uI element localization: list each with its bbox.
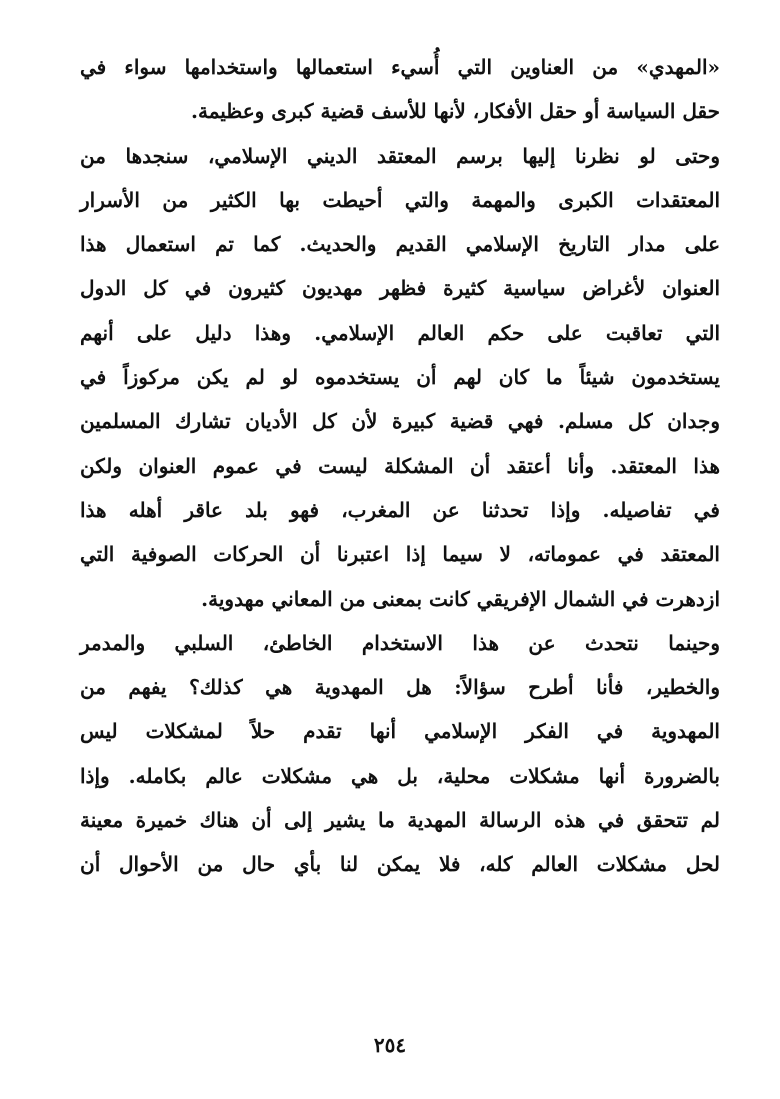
text-line: لم تتحقق في هذه الرسالة المهدية ما يشير إلى أن هناك خميرة معينة [80, 808, 720, 833]
text-line: في تفاصيله. وإذا تحدثنا عن المغرب، فهو بلد عاقر أهله هذا [80, 497, 720, 522]
text-line: المعتقد في عموماته، لا سيما إذا اعتبرنا أن الحركات الصوفية التي [80, 542, 720, 567]
text-line: ازدهرت في الشمال الإفريقي كانت بمعنى من المعاني مهدوية. [201, 586, 720, 611]
text-line: وحتى لو نظرنا إليها برسم المعتقد الديني الإسلامي، سنجدها من [80, 143, 720, 168]
text-line: المعتقدات الكبرى والمهمة والتي أحيطت بها الكثير من الأسرار [80, 187, 720, 212]
text-line: «المهدي» من العناوين التي أُسيء استعمالها واستخدامها سواء في [80, 55, 720, 79]
text-line: هذا المعتقد. وأنا أعتقد أن المشكلة ليست في عموم العنوان ولكن [80, 453, 720, 478]
page-number: ٢٥٤ [373, 1033, 407, 1057]
body-text [80, 45, 720, 887]
text-line: العنوان لأغراض سياسية كثيرة فظهر مهديون كثيرون في كل الدول [80, 276, 720, 301]
text-line: يستخدمون شيئاً ما كان لهم أن يستخدموه لو لم يكن مركوزاً في [80, 365, 720, 390]
text-line: والخطير، فأنا أطرح سؤالاً: هل المهدوية هي كذلك؟ يفهم من [80, 675, 720, 700]
text-line: حقل السياسة أو حقل الأفكار، لأنها للأسف قضية كبرى وعظيمة. [191, 99, 720, 124]
text-line: المهدوية في الفكر الإسلامي أنها تقدم حلاً لمشكلات ليس [80, 719, 720, 744]
text-line: على مدار التاريخ الإسلامي القديم والحديث. كما تم استعمال هذا [80, 232, 720, 257]
text-line: وجدان كل مسلم. فهي قضية كبيرة لأن كل الأديان تشارك المسلمين [80, 409, 720, 434]
text-line: لحل مشكلات العالم كله، فلا يمكن لنا بأي حال من الأحوال أن [80, 852, 720, 877]
text-line: وحينما نتحدث عن هذا الاستخدام الخاطئ، السلبي والمدمر [80, 630, 720, 655]
text-line: التي تعاقبت على حكم العالم الإسلامي. وهذا دليل على أنهم [80, 320, 720, 345]
text-line: بالضرورة أنها مشكلات محلية، بل هي مشكلات عالم بكامله. وإذا [80, 763, 720, 788]
